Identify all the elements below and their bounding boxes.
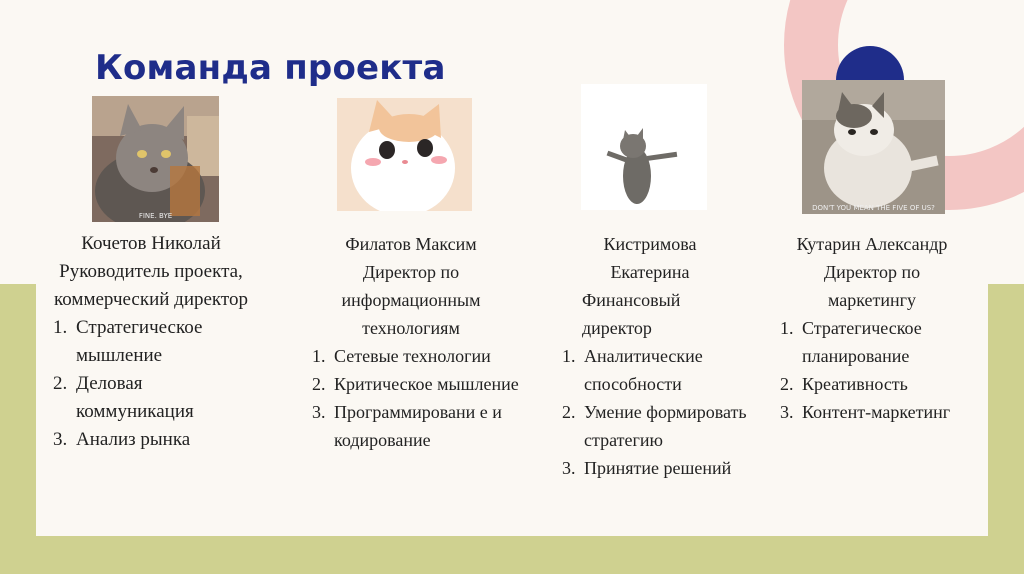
page-title: Команда проекта — [95, 48, 446, 88]
skill-item: 2. Умение формировать стратегию — [580, 398, 752, 454]
photo-caption: FINE. BYE — [138, 212, 173, 220]
member-photo-2 — [337, 98, 472, 211]
skill-item: 2. Деловая коммуникация — [72, 370, 262, 426]
skills-list — [766, 314, 978, 426]
team-member-1 — [40, 230, 262, 454]
skill-item: 1. Стратегическое планирование — [798, 314, 978, 370]
member-photo-1 — [92, 96, 219, 222]
skill-item: 1. Стратегическое мышление — [72, 314, 262, 370]
member-photo-4 — [802, 80, 945, 214]
member-name: Кочетов Николай — [81, 233, 221, 254]
team-member-4 — [766, 230, 978, 426]
dancing-cat-image — [581, 84, 707, 210]
member-name: Филатов Максим — [345, 234, 477, 254]
pointing-cat-image — [802, 80, 945, 214]
gray-cat-image — [92, 96, 219, 222]
skill-item: 3. Принятие решений — [580, 454, 752, 482]
white-kitten-image — [337, 98, 472, 211]
skill-item: 1. Сетевые технологии — [330, 342, 524, 370]
skill-item: 3. Программировани е и кодирование — [330, 398, 524, 454]
skills-list — [548, 342, 752, 482]
photo-caption: DON'T YOU MEAN THE FIVE OF US? — [812, 204, 935, 212]
member-role: Директор по информационным технологиям — [341, 262, 481, 338]
member-name: Кутарин Александр — [796, 234, 948, 254]
member-photo-3 — [581, 84, 707, 210]
skill-item: 2. Креативность — [798, 370, 978, 398]
member-name: Кистримова Екатерина — [603, 234, 697, 282]
skills-list — [40, 314, 262, 454]
member-role: Финансовый директор — [582, 290, 681, 338]
skill-item: 1. Аналитические способности — [580, 342, 752, 398]
skill-item: 3. Анализ рынка — [72, 426, 262, 454]
skill-item: 2. Критическое мышление — [330, 370, 524, 398]
skills-list — [298, 342, 524, 454]
skill-item: 3. Контент-маркетинг — [798, 398, 978, 426]
team-member-2 — [298, 230, 524, 454]
member-role: Руководитель проекта, коммерческий директор — [54, 261, 248, 310]
team-member-3 — [548, 230, 752, 482]
member-role: Директор по маркетингу — [823, 262, 921, 310]
